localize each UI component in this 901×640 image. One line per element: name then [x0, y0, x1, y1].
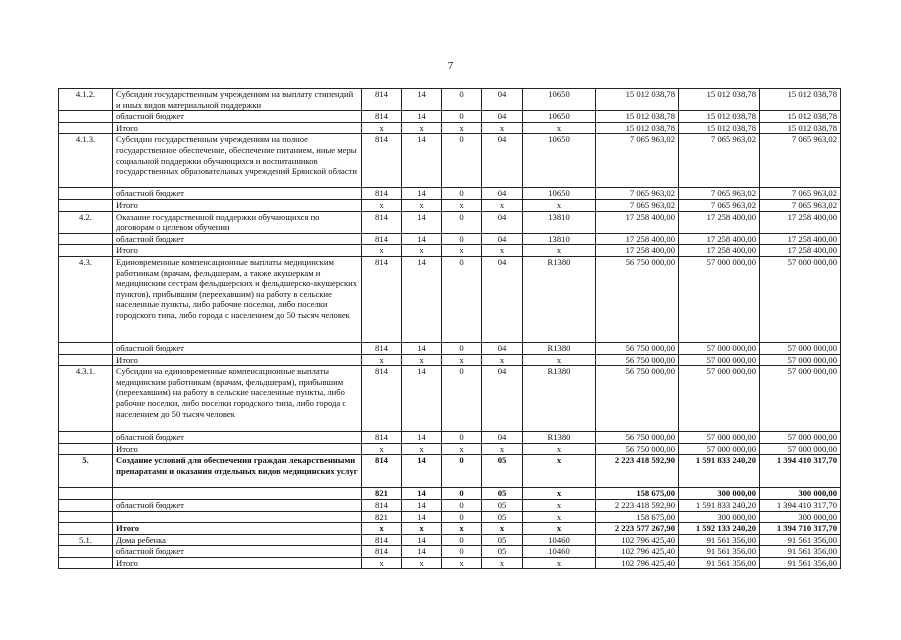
code-rz-cell: 14	[402, 511, 442, 523]
code-gr-cell: 814	[362, 546, 402, 558]
code-gr-cell: х	[362, 354, 402, 366]
row-number-cell	[59, 443, 113, 455]
code-rz-cell: 14	[402, 455, 442, 488]
amount-year1-cell: 158 675,00	[596, 511, 679, 523]
code-pr-cell: 0	[442, 499, 482, 511]
amount-year1-cell: 7 065 963,02	[596, 199, 679, 211]
table-row	[59, 354, 841, 366]
code-vr-cell: 10460	[523, 546, 596, 558]
table-row	[59, 366, 841, 432]
code-vr-cell: 13810	[523, 233, 596, 245]
code-cs-cell: 05	[482, 511, 523, 523]
amount-year2-cell: 17 258 400,00	[679, 245, 760, 257]
code-pr-cell: х	[442, 354, 482, 366]
row-number-cell	[59, 499, 113, 511]
amount-year3-cell: 57 000 000,00	[760, 432, 841, 444]
amount-year1-cell: 15 012 038,78	[596, 122, 679, 134]
code-cs-cell: 04	[482, 233, 523, 245]
amount-year1-cell: 17 258 400,00	[596, 245, 679, 257]
code-cs-cell: 04	[482, 89, 523, 111]
row-number-cell: 4.3.1.	[59, 366, 113, 432]
amount-year2-cell: 91 561 356,00	[679, 546, 760, 558]
row-name-cell: Итого	[113, 122, 362, 134]
code-vr-cell: х	[523, 122, 596, 134]
table-row	[59, 342, 841, 354]
code-vr-cell: х	[523, 557, 596, 569]
row-number-cell	[59, 432, 113, 444]
amount-year2-cell: 17 258 400,00	[679, 211, 760, 233]
amount-year3-cell: 15 012 038,78	[760, 122, 841, 134]
amount-year3-cell: 300 000,00	[760, 511, 841, 523]
row-name-cell: областной бюджет	[113, 546, 362, 558]
code-cs-cell: 05	[482, 534, 523, 546]
table-row	[59, 546, 841, 558]
code-pr-cell: 0	[442, 111, 482, 123]
code-cs-cell: 04	[482, 188, 523, 200]
code-rz-cell: х	[402, 557, 442, 569]
amount-year1-cell: 102 796 425,40	[596, 534, 679, 546]
code-gr-cell: х	[362, 443, 402, 455]
row-name-cell: Итого	[113, 199, 362, 211]
amount-year2-cell: 57 000 000,00	[679, 432, 760, 444]
table-row	[59, 557, 841, 569]
code-pr-cell: х	[442, 523, 482, 535]
amount-year3-cell: 91 561 356,00	[760, 546, 841, 558]
row-number-cell	[59, 546, 113, 558]
amount-year3-cell: 17 258 400,00	[760, 245, 841, 257]
row-number-cell: 4.1.2.	[59, 89, 113, 111]
code-gr-cell: 814	[362, 233, 402, 245]
code-vr-cell: 10650	[523, 134, 596, 188]
code-rz-cell: 14	[402, 499, 442, 511]
amount-year3-cell: 91 561 356,00	[760, 557, 841, 569]
table-row	[59, 455, 841, 488]
budget-table-body	[59, 89, 841, 569]
code-gr-cell: 814	[362, 256, 402, 342]
code-gr-cell: 814	[362, 211, 402, 233]
amount-year2-cell: 1 591 833 240,20	[679, 499, 760, 511]
code-rz-cell: 14	[402, 488, 442, 500]
code-pr-cell: 0	[442, 455, 482, 488]
code-pr-cell: х	[442, 199, 482, 211]
code-vr-cell: х	[523, 443, 596, 455]
row-number-cell	[59, 354, 113, 366]
amount-year3-cell: 17 258 400,00	[760, 211, 841, 233]
code-vr-cell: R1380	[523, 432, 596, 444]
code-gr-cell: 814	[362, 134, 402, 188]
code-pr-cell: х	[442, 443, 482, 455]
table-row	[59, 534, 841, 546]
amount-year3-cell: 7 065 963,02	[760, 134, 841, 188]
row-number-cell	[59, 233, 113, 245]
amount-year3-cell: 1 394 410 317,70	[760, 499, 841, 511]
amount-year1-cell: 56 750 000,00	[596, 256, 679, 342]
code-rz-cell: 14	[402, 134, 442, 188]
row-name-cell: Итого	[113, 523, 362, 535]
amount-year3-cell: 57 000 000,00	[760, 366, 841, 432]
amount-year3-cell: 7 065 963,02	[760, 188, 841, 200]
row-number-cell	[59, 557, 113, 569]
code-pr-cell: х	[442, 122, 482, 134]
code-pr-cell: 0	[442, 342, 482, 354]
amount-year1-cell: 102 796 425,40	[596, 546, 679, 558]
code-cs-cell: 04	[482, 211, 523, 233]
table-row	[59, 432, 841, 444]
amount-year1-cell: 56 750 000,00	[596, 354, 679, 366]
amount-year3-cell: 7 065 963,02	[760, 199, 841, 211]
code-cs-cell: 04	[482, 432, 523, 444]
row-number-cell	[59, 511, 113, 523]
code-vr-cell: х	[523, 199, 596, 211]
amount-year1-cell: 7 065 963,02	[596, 188, 679, 200]
code-gr-cell: х	[362, 199, 402, 211]
code-vr-cell: 10650	[523, 111, 596, 123]
amount-year3-cell: 300 000,00	[760, 488, 841, 500]
amount-year2-cell: 57 000 000,00	[679, 256, 760, 342]
table-row	[59, 89, 841, 111]
amount-year2-cell: 15 012 038,78	[679, 122, 760, 134]
code-cs-cell: 04	[482, 342, 523, 354]
code-vr-cell: 10650	[523, 89, 596, 111]
code-vr-cell: х	[523, 245, 596, 257]
code-vr-cell: х	[523, 455, 596, 488]
code-cs-cell: х	[482, 443, 523, 455]
amount-year1-cell: 7 065 963,02	[596, 134, 679, 188]
table-row	[59, 211, 841, 233]
code-vr-cell: х	[523, 499, 596, 511]
table-row	[59, 488, 841, 500]
code-pr-cell: 0	[442, 534, 482, 546]
budget-table	[58, 88, 841, 569]
amount-year2-cell: 91 561 356,00	[679, 557, 760, 569]
row-number-cell	[59, 122, 113, 134]
table-row	[59, 122, 841, 134]
code-vr-cell: х	[523, 523, 596, 535]
amount-year2-cell: 57 000 000,00	[679, 443, 760, 455]
row-name-cell: Итого	[113, 557, 362, 569]
row-name-cell: Субсидии на единовременные компенсационные выплаты медицинским работникам (врачам, фельдшерам), прибывшим (переехавшим) на работу в сельские населенные пункты, либо рабочие поселки, либо поселки городского типа, либо города с населением до 50 тысяч человек	[113, 366, 362, 432]
code-rz-cell: х	[402, 354, 442, 366]
code-gr-cell: х	[362, 523, 402, 535]
code-vr-cell: 10460	[523, 534, 596, 546]
row-name-cell: Субсидии государственным учреждениям на полное государственное обеспечение, обеспечение питанием, иные меры социальной поддержки обучающихся и воспитанников государственных образовательных учреждений Брянской области	[113, 134, 362, 188]
amount-year2-cell: 1 591 833 240,20	[679, 455, 760, 488]
code-rz-cell: 14	[402, 89, 442, 111]
code-rz-cell: 14	[402, 211, 442, 233]
row-number-cell: 4.3.	[59, 256, 113, 342]
row-name-cell: Оказание государственной поддержки обучающихся по договорам о целевом обучении	[113, 211, 362, 233]
code-cs-cell: х	[482, 245, 523, 257]
amount-year3-cell: 17 258 400,00	[760, 233, 841, 245]
amount-year1-cell: 56 750 000,00	[596, 432, 679, 444]
code-pr-cell: 0	[442, 211, 482, 233]
row-name-cell: областной бюджет	[113, 432, 362, 444]
amount-year2-cell: 57 000 000,00	[679, 366, 760, 432]
amount-year2-cell: 300 000,00	[679, 511, 760, 523]
code-vr-cell: R1380	[523, 342, 596, 354]
code-cs-cell: 04	[482, 134, 523, 188]
code-pr-cell: 0	[442, 488, 482, 500]
code-vr-cell: R1380	[523, 256, 596, 342]
row-name-cell: Дома ребенка	[113, 534, 362, 546]
row-number-cell	[59, 523, 113, 535]
code-pr-cell: х	[442, 557, 482, 569]
row-name-cell: Единовременные компенсационные выплаты медицинским работникам (врачам, фельдшерам, а также акушеркам и медицинским сестрам фельдшерских и фельдшерско-акушерских пунктов), прибывшим (переехавшим) на работу в сельские населенные пункты, либо рабочие поселки, либо поселки городского типа, либо города с населением до 50 тысяч человек	[113, 256, 362, 342]
code-gr-cell: 821	[362, 488, 402, 500]
code-gr-cell: 814	[362, 534, 402, 546]
amount-year1-cell: 2 223 577 267,90	[596, 523, 679, 535]
amount-year2-cell: 17 258 400,00	[679, 233, 760, 245]
row-name-cell: Итого	[113, 443, 362, 455]
row-number-cell: 4.1.3.	[59, 134, 113, 188]
code-cs-cell: 05	[482, 499, 523, 511]
code-pr-cell: 0	[442, 511, 482, 523]
code-gr-cell: х	[362, 557, 402, 569]
row-name-cell	[113, 511, 362, 523]
row-name-cell: областной бюджет	[113, 188, 362, 200]
code-vr-cell: х	[523, 354, 596, 366]
table-row	[59, 199, 841, 211]
amount-year1-cell: 2 223 418 592,90	[596, 455, 679, 488]
table-row	[59, 511, 841, 523]
code-rz-cell: х	[402, 523, 442, 535]
amount-year1-cell: 2 223 418 592,90	[596, 499, 679, 511]
amount-year3-cell: 1 394 710 317,70	[760, 523, 841, 535]
amount-year3-cell: 15 012 038,78	[760, 111, 841, 123]
code-rz-cell: 14	[402, 188, 442, 200]
code-gr-cell: 814	[362, 499, 402, 511]
amount-year3-cell: 15 012 038,78	[760, 89, 841, 111]
code-pr-cell: 0	[442, 256, 482, 342]
row-number-cell	[59, 199, 113, 211]
amount-year3-cell: 91 561 356,00	[760, 534, 841, 546]
code-cs-cell: 05	[482, 488, 523, 500]
row-number-cell	[59, 342, 113, 354]
table-row	[59, 134, 841, 188]
row-number-cell	[59, 488, 113, 500]
code-rz-cell: 14	[402, 233, 442, 245]
code-gr-cell: 814	[362, 455, 402, 488]
amount-year3-cell: 57 000 000,00	[760, 342, 841, 354]
amount-year1-cell: 56 750 000,00	[596, 366, 679, 432]
code-rz-cell: 14	[402, 534, 442, 546]
amount-year2-cell: 15 012 038,78	[679, 111, 760, 123]
row-name-cell: Создание условий для обеспечения граждан лекарственными препаратами и оказания отдельных видов медицинских услуг	[113, 455, 362, 488]
amount-year2-cell: 91 561 356,00	[679, 534, 760, 546]
code-gr-cell: 814	[362, 188, 402, 200]
code-gr-cell: 821	[362, 511, 402, 523]
table-row	[59, 233, 841, 245]
row-name-cell: областной бюджет	[113, 342, 362, 354]
code-vr-cell: х	[523, 488, 596, 500]
code-pr-cell: 0	[442, 546, 482, 558]
amount-year1-cell: 15 012 038,78	[596, 89, 679, 111]
amount-year2-cell: 15 012 038,78	[679, 89, 760, 111]
code-gr-cell: х	[362, 122, 402, 134]
code-cs-cell: 05	[482, 546, 523, 558]
code-vr-cell: R1380	[523, 366, 596, 432]
row-name-cell	[113, 488, 362, 500]
table-row	[59, 256, 841, 342]
table-row	[59, 499, 841, 511]
table-row	[59, 523, 841, 535]
table-row	[59, 245, 841, 257]
row-number-cell	[59, 188, 113, 200]
code-rz-cell: 14	[402, 546, 442, 558]
amount-year1-cell: 17 258 400,00	[596, 211, 679, 233]
row-number-cell	[59, 111, 113, 123]
row-name-cell: областной бюджет	[113, 111, 362, 123]
code-vr-cell: х	[523, 511, 596, 523]
code-vr-cell: 13810	[523, 211, 596, 233]
amount-year1-cell: 102 796 425,40	[596, 557, 679, 569]
amount-year1-cell: 158 675,00	[596, 488, 679, 500]
code-pr-cell: 0	[442, 188, 482, 200]
row-name-cell: Итого	[113, 354, 362, 366]
code-vr-cell: 10650	[523, 188, 596, 200]
code-gr-cell: 814	[362, 432, 402, 444]
code-cs-cell: х	[482, 557, 523, 569]
code-rz-cell: 14	[402, 342, 442, 354]
code-cs-cell: 04	[482, 366, 523, 432]
amount-year2-cell: 57 000 000,00	[679, 342, 760, 354]
amount-year1-cell: 17 258 400,00	[596, 233, 679, 245]
row-number-cell: 5.	[59, 455, 113, 488]
row-name-cell: Итого	[113, 245, 362, 257]
amount-year3-cell: 1 394 410 317,70	[760, 455, 841, 488]
code-rz-cell: х	[402, 122, 442, 134]
code-rz-cell: 14	[402, 111, 442, 123]
code-rz-cell: х	[402, 443, 442, 455]
row-number-cell: 4.2.	[59, 211, 113, 233]
code-gr-cell: 814	[362, 111, 402, 123]
amount-year2-cell: 7 065 963,02	[679, 188, 760, 200]
page-number: 7	[447, 60, 454, 72]
row-number-cell: 5.1.	[59, 534, 113, 546]
table-row	[59, 443, 841, 455]
amount-year2-cell: 1 592 133 240,20	[679, 523, 760, 535]
row-name-cell: областной бюджет	[113, 499, 362, 511]
code-cs-cell: х	[482, 122, 523, 134]
row-number-cell	[59, 245, 113, 257]
amount-year1-cell: 15 012 038,78	[596, 111, 679, 123]
amount-year3-cell: 57 000 000,00	[760, 354, 841, 366]
code-rz-cell: 14	[402, 366, 442, 432]
code-rz-cell: х	[402, 199, 442, 211]
code-cs-cell: 04	[482, 256, 523, 342]
code-cs-cell: х	[482, 199, 523, 211]
code-rz-cell: х	[402, 245, 442, 257]
code-cs-cell: 04	[482, 111, 523, 123]
code-cs-cell: 05	[482, 455, 523, 488]
row-name-cell: областной бюджет	[113, 233, 362, 245]
code-pr-cell: х	[442, 245, 482, 257]
code-gr-cell: 814	[362, 89, 402, 111]
code-cs-cell: х	[482, 523, 523, 535]
amount-year2-cell: 7 065 963,02	[679, 134, 760, 188]
code-pr-cell: 0	[442, 89, 482, 111]
amount-year2-cell: 57 000 000,00	[679, 354, 760, 366]
code-rz-cell: 14	[402, 432, 442, 444]
amount-year1-cell: 56 750 000,00	[596, 342, 679, 354]
code-pr-cell: 0	[442, 134, 482, 188]
amount-year1-cell: 56 750 000,00	[596, 443, 679, 455]
amount-year2-cell: 300 000,00	[679, 488, 760, 500]
amount-year2-cell: 7 065 963,02	[679, 199, 760, 211]
amount-year3-cell: 57 000 000,00	[760, 443, 841, 455]
code-pr-cell: 0	[442, 366, 482, 432]
code-rz-cell: 14	[402, 256, 442, 342]
table-row	[59, 188, 841, 200]
code-gr-cell: х	[362, 245, 402, 257]
amount-year3-cell: 57 000 000,00	[760, 256, 841, 342]
code-cs-cell: х	[482, 354, 523, 366]
table-row	[59, 111, 841, 123]
code-gr-cell: 814	[362, 342, 402, 354]
code-pr-cell: 0	[442, 432, 482, 444]
code-pr-cell: 0	[442, 233, 482, 245]
row-name-cell: Субсидии государственным учреждениям на выплату стипендий и иных видов материальной поддержки	[113, 89, 362, 111]
code-gr-cell: 814	[362, 366, 402, 432]
